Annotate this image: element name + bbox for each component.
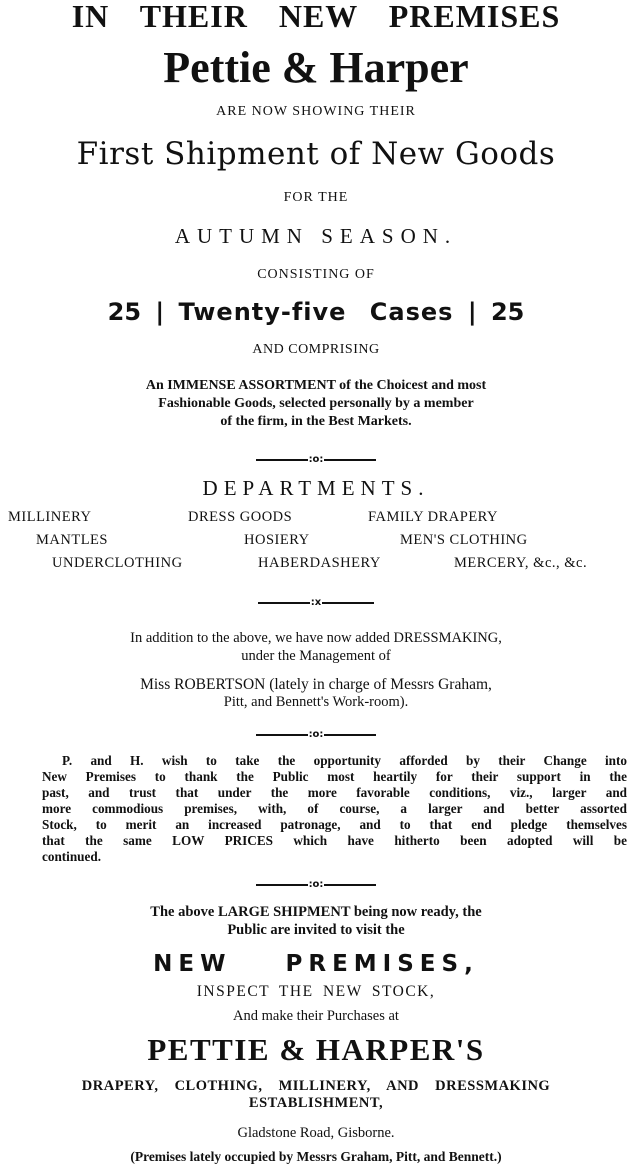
dressmaking-line-2: under the Management of [241,648,391,664]
address-line: Gladstone Road, Gisborne. [237,1125,395,1141]
thanks-line-1: P. and H. wish to take the opportunity afforded by their Change into [62,753,627,768]
thanks-line-2: New Premises to thank the Public most heartily for their support in the [42,769,627,784]
establishment-line-2: ESTABLISHMENT, [248,1095,384,1111]
are-showing-line: ARE NOW SHOWING THEIR [216,104,416,119]
dept-mantles: MANTLES [36,532,108,548]
for-the-line: FOR THE [283,190,349,205]
thanks-line-6: that the same LOW PRICES which have hitherto been adopted will be [42,833,627,848]
thanks-line-4: more commodious premises, with, of course, a larger and better assorted [42,801,627,816]
consisting-line: CONSISTING OF [257,267,375,282]
cases-separator: | [155,298,165,326]
season-line: AUTUMN SEASON. [174,224,458,248]
shipment-line: First Shipment of New Goods [76,136,556,172]
assortment-line-3: of the firm, in the Best Markets. [220,414,412,429]
purchases-line: And make their Purchases at [233,1008,399,1024]
firm-name: Pettie & Harper [163,43,469,92]
comprising-line: AND COMPRISING [252,342,380,357]
cases-text: Twenty-five Cases [178,298,454,326]
dept-dress-goods: DRESS GOODS [188,509,293,525]
dept-haberdashery: HABERDASHERY [258,555,381,571]
establishment-line-1: DRAPERY, CLOTHING, MILLINERY, AND DRESSMAKING [81,1078,551,1094]
dept-underclothing: UNDERCLOTHING [52,555,183,571]
thanks-line-5: Stock, to merit an increased patronage, and to that end pledge themselves [42,817,627,832]
dressmaking-line-1: In addition to the above, we have now added DRESSMAKING, [130,630,502,646]
firm-name-caps: PETTIE & HARPER'S [147,1032,485,1067]
inspect-line: INSPECT THE NEW STOCK, [196,983,436,1000]
invite-line-1: The above LARGE SHIPMENT being now ready, the [150,904,482,920]
cases-right-number: 25 [490,298,525,326]
divider: :x [0,598,632,609]
dept-family-drapery: FAMILY DRAPERY [368,509,499,525]
former-premises-line: (Premises lately occupied by Messrs Graham, Pitt, and Bennett.) [130,1149,502,1164]
dept-mens-clothing: MEN'S CLOTHING [400,532,528,548]
dept-millinery: MILLINERY [8,509,92,525]
new-premises-heading: NEW PREMISES, [153,951,479,977]
dept-mercery: MERCERY, &c., &c. [454,555,588,571]
thanks-line-3: past, and trust that under the more favorable conditions, viz., larger and [42,785,627,800]
cases-left-number: 25 [107,298,142,326]
dressmaking-line-4: Pitt, and Bennett's Work-room). [223,694,409,710]
cases-separator: | [467,298,477,326]
invite-line-2: Public are invited to visit the [227,922,405,938]
dressmaking-line-3: Miss ROBERTSON (lately in charge of Messrs Graham, [140,676,492,693]
divider: :o: [0,455,632,466]
divider: :o: [0,880,632,891]
thanks-line-7: continued. [42,849,101,864]
assortment-line-2: Fashionable Goods, selected personally by a member [158,396,474,411]
divider: :o: [0,730,632,741]
dept-hosiery: HOSIERY [244,532,310,548]
cases-line [0,298,632,326]
departments-title: DEPARTMENTS. [202,476,430,500]
assortment-line-1: An IMMENSE ASSORTMENT of the Choicest and most [145,378,487,393]
headline-new-premises: IN THEIR NEW PREMISES [71,0,561,34]
